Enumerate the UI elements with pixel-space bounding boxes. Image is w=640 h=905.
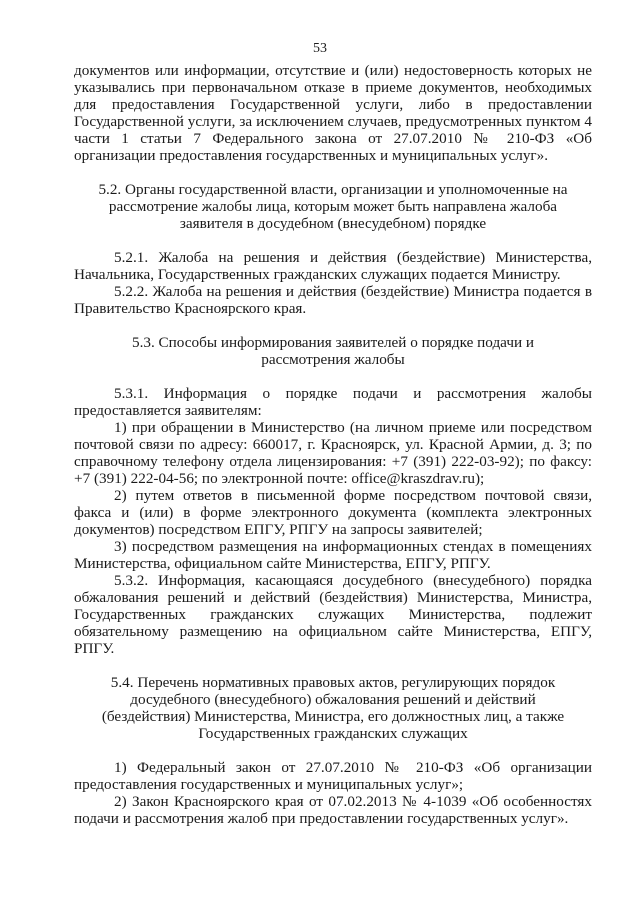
paragraph-intro: документов или информации, отсутствие и (или) недостоверность которых не указывались при первоначальном отказе в приеме документов, необходимых для предоставления Государственной услуги, либо в предоставлении Государственной услуги, за исключением случаев, предусмотренных пунктом 4 части 1 статьи 7 Федерального закона от 27.07.2010 № 210-ФЗ «Об организации предоставления государственных и муниципальных услуг». <box>74 62 592 164</box>
section-heading-5-4: 5.4. Перечень нормативных правовых актов, регулирующих порядок досудебного (внесудебного) обжалования решений и действий (бездействия) Министерства, Министра, его должностных лиц, а также Государственных гражданских служащих <box>101 674 565 742</box>
paragraph-5-2-1: 5.2.1. Жалоба на решения и действия (бездействие) Министерства, Начальника, Государственных гражданских служащих подается Министру. <box>74 249 592 283</box>
section-heading-5-2: 5.2. Органы государственной власти, организации и уполномоченные на рассмотрение жалобы лица, которым может быть направлена жалоба заявителя в досудебном (внесудебном) порядке <box>98 181 568 232</box>
spacer <box>74 164 592 181</box>
list-item-5-3-1-3: 3) посредством размещения на информационных стендах в помещениях Министерства, официальном сайте Министерства, ЕПГУ, РПГУ. <box>74 538 592 572</box>
paragraph-5-3-2: 5.3.2. Информация, касающаяся досудебного (внесудебного) порядка обжалования решений и действий (бездействия) Министерства, Министра, Государственных гражданских служащих Министерства, подлежит обязательному размещению на официальном сайте Министерства, ЕПГУ, РПГУ. <box>74 572 592 657</box>
list-item-5-3-1-2: 2) путем ответов в письменной форме посредством почтовой связи, факса и (или) в форме электронного документа (комплекта электронных документов) посредством ЕПГУ, РПГУ на запросы заявителей; <box>74 487 592 538</box>
document-body <box>74 62 592 827</box>
list-item-5-3-1-1: 1) при обращении в Министерство (на личном приеме или посредством почтовой связи по адресу: 660017, г. Красноярск, ул. Красной Армии, д. 3; по справочному телефону отдела лицензирования: +7 (391) 222-03-92); по факсу: +7 (391) 222-04-56; по электронной почте: office@kraszdrav.ru); <box>74 419 592 487</box>
spacer <box>74 657 592 674</box>
page-number: 53 <box>313 41 327 56</box>
paragraph-5-3-1: 5.3.1. Информация о порядке подачи и рассмотрения жалобы предоставляется заявителям: <box>74 385 592 419</box>
spacer <box>74 368 592 385</box>
spacer <box>74 742 592 759</box>
list-item-5-4-2: 2) Закон Красноярского края от 07.02.2013 № 4-1039 «Об особенностях подачи и рассмотрения жалоб при предоставлении государственных услуг». <box>74 793 592 827</box>
spacer <box>74 232 592 249</box>
section-heading-5-3: 5.3. Способы информирования заявителей о порядке подачи и рассмотрения жалобы <box>131 334 535 368</box>
list-item-5-4-1: 1) Федеральный закон от 27.07.2010 № 210-ФЗ «Об организации предоставления государственных и муниципальных услуг»; <box>74 759 592 793</box>
spacer <box>74 317 592 334</box>
paragraph-5-2-2: 5.2.2. Жалоба на решения и действия (бездействие) Министра подается в Правительство Красноярского края. <box>74 283 592 317</box>
